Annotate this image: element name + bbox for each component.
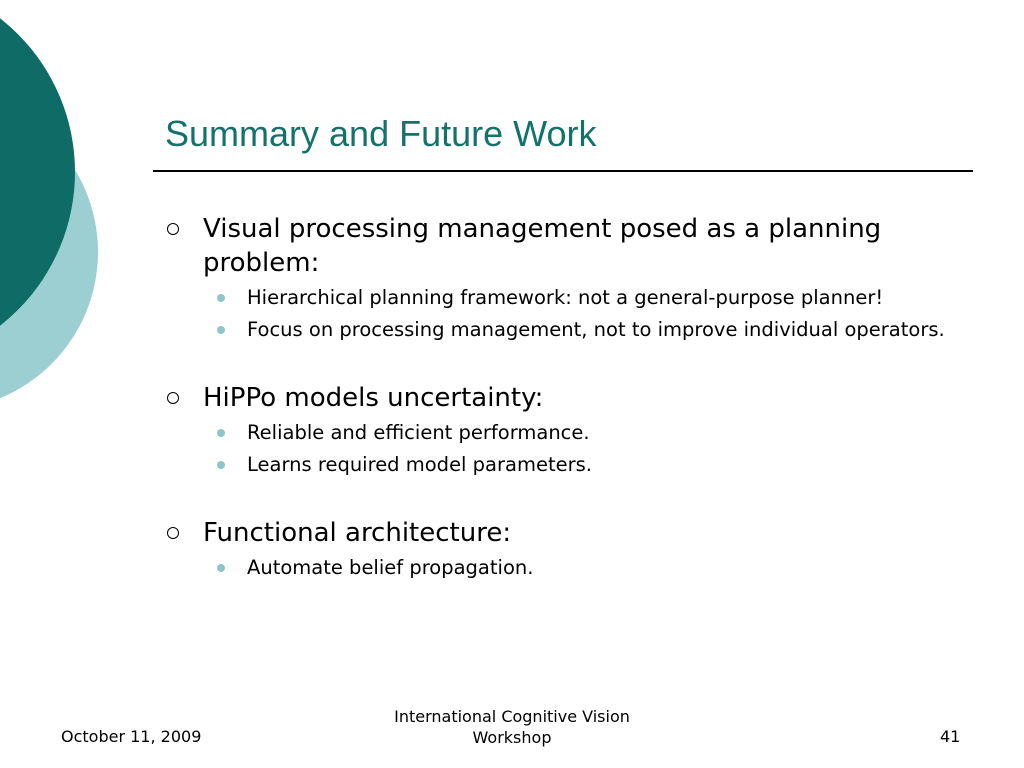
dot-bullet-icon [217, 461, 225, 469]
sub-bullet-text: Focus on processing management, not to improve individual operators. [247, 318, 945, 341]
bullet-item [165, 516, 965, 550]
sub-bullet-text: Hierarchical planning framework: not a general-purpose planner! [247, 286, 884, 309]
hollow-circle-bullet-icon [167, 527, 179, 539]
footer-event [362, 706, 662, 748]
bullet-list [165, 212, 965, 586]
bullet-text: Visual processing management posed as a planning problem: [203, 214, 882, 278]
dot-bullet-icon [217, 564, 225, 572]
bullet-text: Functional architecture: [203, 518, 512, 548]
sub-bullet-text: Learns required model parameters. [247, 453, 592, 476]
sub-bullet-item [165, 316, 965, 343]
bullet-group [165, 381, 965, 478]
sub-bullet-list [165, 419, 965, 478]
decorative-circles [0, 0, 110, 400]
sub-bullet-list [165, 284, 965, 343]
sub-bullet-text: Reliable and efficient performance. [247, 421, 590, 444]
bullet-group [165, 516, 965, 581]
hollow-circle-bullet-icon [167, 223, 179, 235]
footer-page-number: 41 [940, 727, 961, 746]
title-divider [153, 170, 973, 172]
dot-bullet-icon [217, 429, 225, 437]
hollow-circle-bullet-icon [167, 392, 179, 404]
footer-date: October 11, 2009 [61, 727, 202, 746]
dot-bullet-icon [217, 294, 225, 302]
footer-event-line2: Workshop [472, 728, 552, 747]
sub-bullet-item [165, 284, 965, 311]
footer-event-line1: International Cognitive Vision [394, 707, 630, 726]
sub-bullet-text: Automate belief propagation. [247, 556, 534, 579]
dot-bullet-icon [217, 326, 225, 334]
slide-title: Summary and Future Work [165, 113, 597, 154]
bullet-text: HiPPo models uncertainty: [203, 383, 544, 413]
bullet-item [165, 381, 965, 415]
bullet-item [165, 212, 965, 280]
sub-bullet-item [165, 554, 965, 581]
sub-bullet-item [165, 451, 965, 478]
sub-bullet-list [165, 554, 965, 581]
bullet-group [165, 212, 965, 343]
sub-bullet-item [165, 419, 965, 446]
